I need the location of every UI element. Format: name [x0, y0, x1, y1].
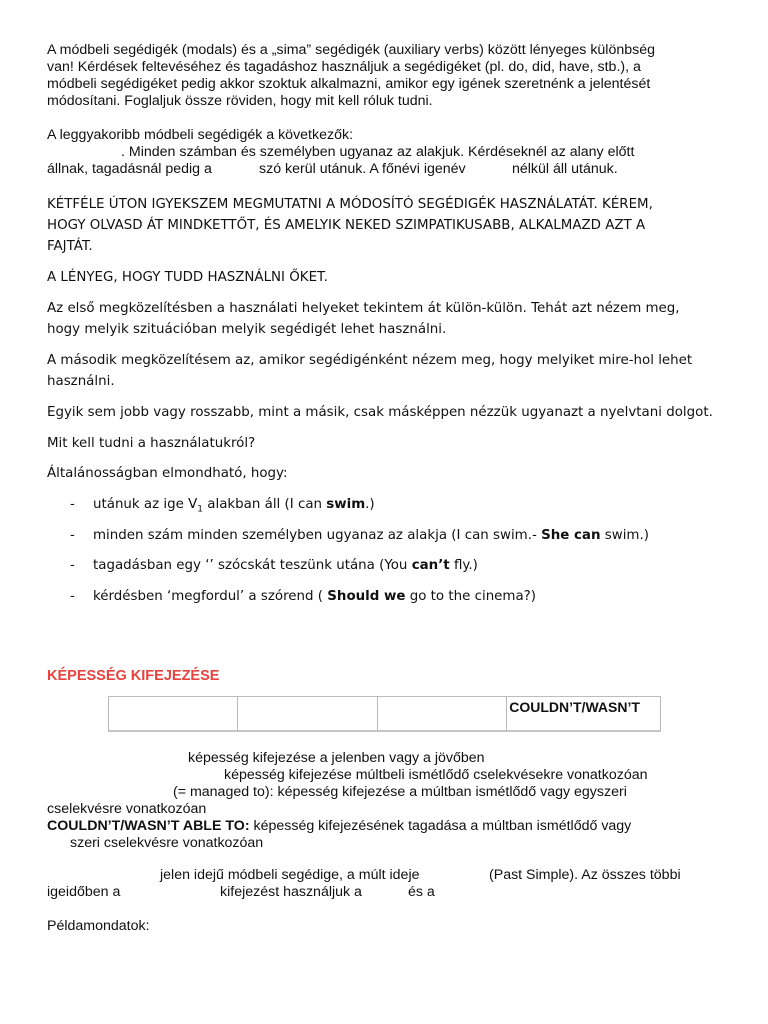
approach2-line: A második megközelítésem az, amikor segédigénként nézem meg, hogy melyiket mire-hol lehet: [47, 353, 693, 368]
bullet-text: swim.): [600, 528, 649, 543]
past-line: és a: [408, 884, 435, 900]
table-header-couldnt: COULDN’T/WASN’T: [509, 699, 640, 715]
bullet-text: utánuk az ige V: [93, 497, 198, 512]
common-line: állnak, tagadásnál pedig a: [47, 161, 212, 177]
intro-line: módbeli segédigéket pedig akkor szoktuk alkalmazni, amikor egy igének szeretnénk a jelentését: [47, 76, 651, 92]
bullet-text: .): [365, 497, 375, 512]
bullet-text: tagadásban egy ‘’ szócskát teszünk utána (You: [93, 558, 412, 573]
examples-heading: Példamondatok:: [47, 918, 150, 934]
bullet-bold: Should we: [327, 589, 406, 604]
ability-text: képesség kifejezésének tagadása a múltban ismétlődő vagy: [249, 818, 632, 834]
ability-line: [47, 818, 631, 835]
common-line: A leggyakoribb módbeli segédigék a következők:: [47, 127, 354, 143]
bullet-bold: swim: [326, 497, 366, 512]
question-line: Mit kell tudni a használatukról?: [47, 436, 256, 451]
caps-line: HOGY OLVASD ÁT MINDKETTŐT, ÉS AMELYIK NEKED SZIMPATIKUSABB, ALKALMAZD AZT A: [47, 218, 646, 233]
neither-line: Egyik sem jobb vagy rosszabb, mint a másik, csak másképpen nézzük ugyanazt a nyelvtani dolgot.: [47, 405, 713, 420]
ability-bold: COULDN’T/WASN’T ABLE TO:: [47, 818, 250, 834]
dash-bullet: -: [70, 558, 75, 573]
common-line: szó kerül utánuk. A főnévi igenév: [259, 161, 466, 177]
past-line: kifejezést használjuk a: [220, 884, 362, 900]
table-cell: [377, 697, 506, 732]
bullet-text: minden szám minden személyben ugyanaz az alakja (I can swim.-: [93, 528, 542, 543]
caps-line: FAJTÁT.: [47, 239, 93, 254]
bullet-text: fly.): [449, 558, 478, 573]
dash-bullet: -: [70, 589, 75, 604]
bullet-text: kérdésben ‘megfordul’ a szórend (: [93, 589, 328, 604]
intro-line: van! Kérdések feltevéséhez és tagadáshoz használjuk a segédigéket (pl. do, did, have, stb.), a: [47, 59, 641, 75]
caps-line: KÉTFÉLE ÚTON IGYEKSZEM MEGMUTATNI A MÓDOSÍTÓ SEGÉDIGÉK HASZNÁLATÁT. KÉREM,: [47, 197, 653, 212]
section-title: KÉPESSÉG KIFEJEZÉSE: [47, 668, 220, 684]
bullet-text: alakban áll (I can: [203, 497, 327, 512]
past-line: jelen idejű módbeli segédige, a múlt ideje: [160, 867, 420, 883]
intro-line: módosítani. Foglaljuk össze röviden, hogy mit kell róluk tudni.: [47, 93, 433, 109]
past-line: (Past Simple). Az összes többi: [489, 867, 681, 883]
approach2-line: használni.: [47, 374, 115, 389]
ability-line: (= managed to): képesség kifejezése a múltban ismétlődő vagy egyszeri: [173, 784, 627, 800]
ability-line: cselekvésre vonatkozóan: [47, 801, 207, 817]
approach1-line: Az első megközelítésben a használati helyeket tekintem át külön-külön. Tehát azt nézem meg,: [47, 301, 680, 316]
approach1-line: hogy melyik szituációban melyik segédigét lehet használni.: [47, 322, 447, 337]
bullet-text: go to the cinema?): [405, 589, 536, 604]
ability-table: [108, 696, 661, 732]
essence-line: A LÉNYEG, HOGY TUDD HASZNÁLNI ŐKET.: [47, 270, 328, 285]
dash-bullet: -: [70, 528, 75, 543]
table-row: [109, 697, 661, 732]
ability-line: szeri cselekvésre vonatkozóan: [70, 835, 264, 851]
bullet-bold: can’t: [411, 558, 450, 573]
ability-line: képesség kifejezése a jelenben vagy a jövőben: [188, 750, 485, 766]
ability-line: képesség kifejezése múltbeli ismétlődő cselekvésekre vonatkozóan: [224, 767, 648, 783]
table-cell: [238, 697, 377, 732]
dash-bullet: -: [70, 497, 75, 512]
common-line: . Minden számban és személyben ugyanaz az alakjuk. Kérdéseknél az alany előtt: [121, 144, 635, 160]
general-line: Általánosságban elmondható, hogy:: [47, 466, 288, 481]
intro-line: A módbeli segédigék (modals) és a „sima” segédigék (auxiliary verbs) között lényeges különbség: [47, 42, 655, 58]
past-line: igeidőben a: [47, 884, 121, 900]
bullet-bold: She can: [541, 528, 601, 543]
table-cell: [109, 697, 238, 732]
subscript: 1: [197, 504, 204, 515]
common-line: nélkül áll utánuk.: [512, 161, 618, 177]
table-cell: [507, 697, 661, 732]
